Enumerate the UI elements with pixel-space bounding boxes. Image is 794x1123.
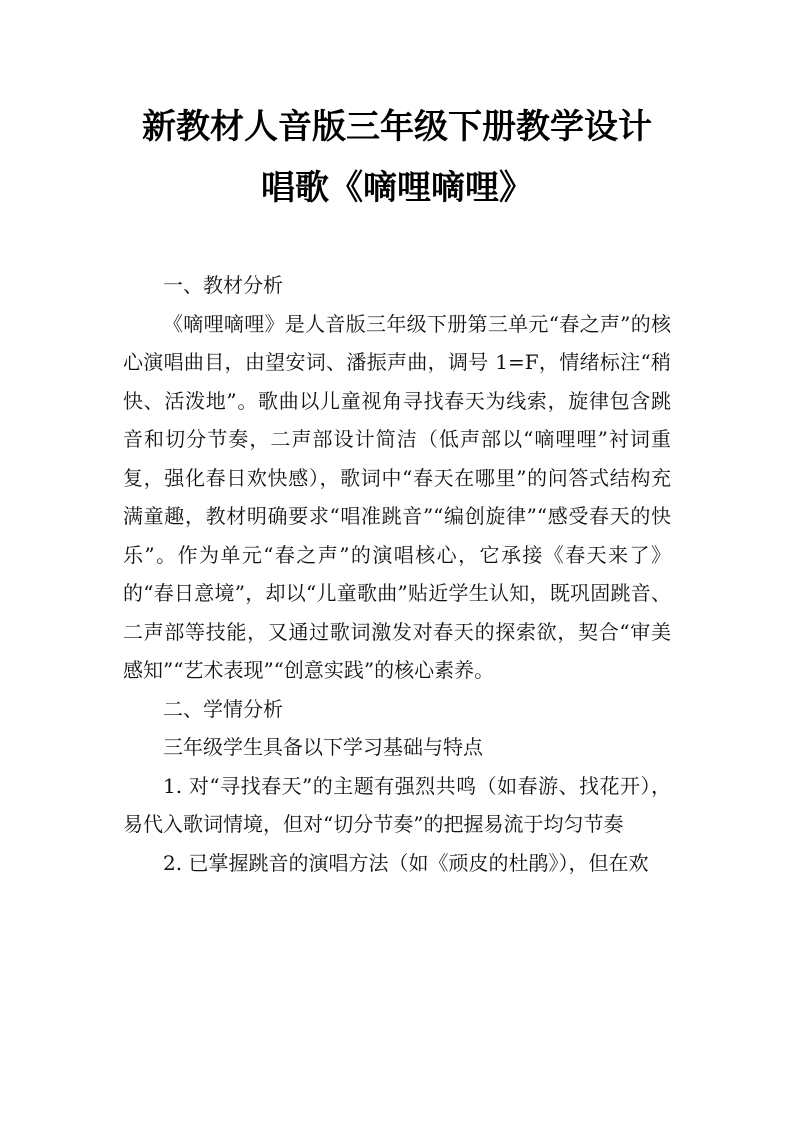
paragraph-point-2: 2. 已掌握跳音的演唱方法（如《顽皮的杜鹃》），但在欢 — [163, 850, 649, 875]
paragraph-textbook-analysis: 《嘀哩嘀哩》是人音版三年级下册第三单元“春之声”的核心演唱曲目，由望安词、潘振声曲，调号 1=F，情绪标注“稍快、活泼地”。歌曲以儿童视角寻找春天为线索，旋律包含跳音和切分节奏，二声部设计简洁（低声部以“嘀哩哩”衬词重复，强化春日欢快感），歌词中“春天在哪里”的问答式结构充满童趣，教材明确要求“唱准跳音”“编创旋律”“感受春天的快乐”。作为单元“春之声”的演唱核心，它承接《春天来了》的“春日意境”，却以“儿童歌曲”贴近学生认知，既巩固跳音、二声部等技能，又通过歌词激发对春天的探索欲，契合“审美感知”“艺术表现”“创意实践”的核心素养。 — [123, 311, 671, 682]
section-heading-student-analysis: 二、学情分析 — [163, 696, 283, 721]
document-title: 新教材人音版三年级下册教学设计 — [142, 107, 652, 147]
paragraph-student-intro: 三年级学生具备以下学习基础与特点 — [163, 735, 483, 759]
document-subtitle: 唱歌《嘀哩嘀哩》 — [261, 168, 533, 208]
document-body — [123, 266, 671, 882]
section-heading-textbook-analysis: 一、教材分析 — [163, 273, 283, 297]
paragraph-point-1: 1. 对“寻找春天”的主题有强烈共鸣（如春游、找花开），易代入歌词情境，但对“切分节奏”的把握易流于均匀节奏 — [123, 773, 671, 836]
